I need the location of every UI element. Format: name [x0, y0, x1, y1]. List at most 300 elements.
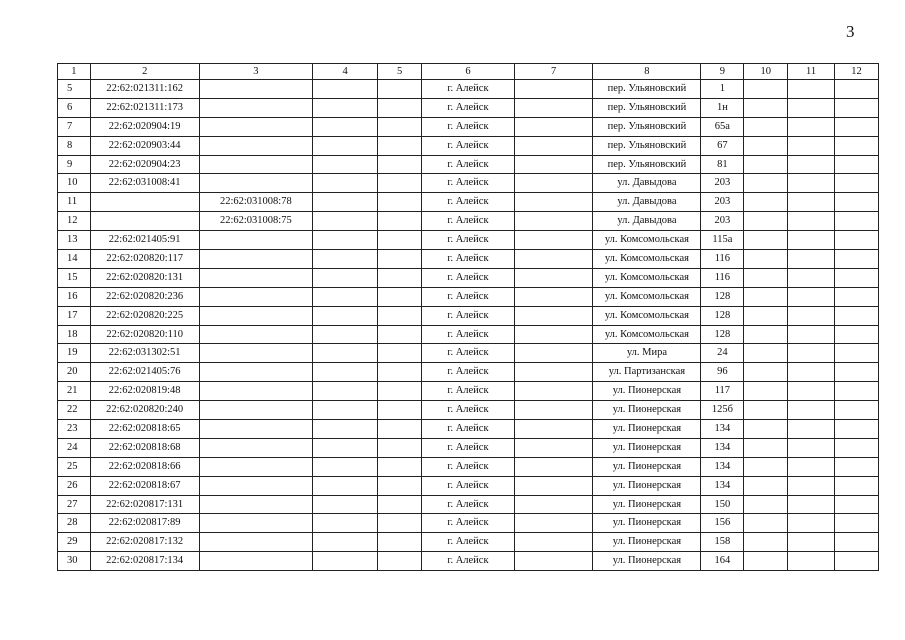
table-cell-col-12: [835, 325, 879, 344]
table-cell-col-2: 22:62:020903:44: [90, 136, 199, 155]
table-cell-col-3: [199, 325, 312, 344]
table-cell-col-12: [835, 420, 879, 439]
table-cell-col-11: [788, 344, 835, 363]
table-cell-col-12: [835, 268, 879, 287]
table-cell-col-11: [788, 136, 835, 155]
table-cell-col-3: [199, 98, 312, 117]
table-cell-col-12: [835, 212, 879, 231]
table-cell-col-8: пер. Ульяновский: [593, 98, 701, 117]
table-cell-col-4: [312, 533, 377, 552]
table-cell-col-10: [744, 401, 788, 420]
table-cell-col-2: 22:62:020818:67: [90, 476, 199, 495]
table-cell-col-6: г. Алейск: [422, 250, 515, 269]
table-cell-col-5: [378, 476, 422, 495]
table-cell-col-11: [788, 420, 835, 439]
table-cell-col-3: [199, 438, 312, 457]
table-cell-col-11: [788, 457, 835, 476]
table-row: [58, 212, 879, 231]
table-cell-col-9: 116: [701, 268, 744, 287]
table-cell-col-6: г. Алейск: [422, 136, 515, 155]
table-cell-col-4: [312, 80, 377, 99]
column-header-7: 7: [514, 64, 593, 80]
table-row: [58, 306, 879, 325]
table-cell-col-6: г. Алейск: [422, 382, 515, 401]
table-cell-col-12: [835, 533, 879, 552]
table-cell-col-3: [199, 136, 312, 155]
table-cell-col-1: 5: [58, 80, 91, 99]
table-cell-col-8: ул. Давыдова: [593, 193, 701, 212]
table-cell-col-4: [312, 155, 377, 174]
table-cell-col-10: [744, 438, 788, 457]
table-cell-col-2: 22:62:021405:91: [90, 231, 199, 250]
table-cell-col-12: [835, 438, 879, 457]
table-cell-col-6: г. Алейск: [422, 457, 515, 476]
table-cell-col-5: [378, 306, 422, 325]
table-cell-col-2: 22:62:020820:240: [90, 401, 199, 420]
table-cell-col-2: 22:62:031008:41: [90, 174, 199, 193]
table-cell-col-9: 128: [701, 325, 744, 344]
table-cell-col-2: 22:62:031302:51: [90, 344, 199, 363]
table-cell-col-10: [744, 495, 788, 514]
table-cell-col-12: [835, 306, 879, 325]
table-cell-col-12: [835, 344, 879, 363]
table-cell-col-3: 22:62:031008:78: [199, 193, 312, 212]
table-cell-col-6: г. Алейск: [422, 287, 515, 306]
table-cell-col-9: 81: [701, 155, 744, 174]
table-body: [58, 64, 879, 571]
table-cell-col-7: [514, 98, 593, 117]
table-cell-col-1: 15: [58, 268, 91, 287]
table-cell-col-10: [744, 287, 788, 306]
table-cell-col-11: [788, 174, 835, 193]
table-cell-col-9: 164: [701, 552, 744, 571]
table-cell-col-3: [199, 155, 312, 174]
table-cell-col-9: 134: [701, 457, 744, 476]
table-cell-col-11: [788, 552, 835, 571]
table-row: [58, 325, 879, 344]
table-cell-col-7: [514, 476, 593, 495]
table-cell-col-1: 16: [58, 287, 91, 306]
table-cell-col-2: 22:62:020904:23: [90, 155, 199, 174]
table-cell-col-10: [744, 363, 788, 382]
table-cell-col-2: 22:62:020820:236: [90, 287, 199, 306]
table-cell-col-6: г. Алейск: [422, 552, 515, 571]
table-cell-col-7: [514, 363, 593, 382]
table-cell-col-9: 203: [701, 212, 744, 231]
table-cell-col-4: [312, 268, 377, 287]
table-cell-col-6: г. Алейск: [422, 174, 515, 193]
table-cell-col-8: ул. Комсомольская: [593, 268, 701, 287]
table-cell-col-7: [514, 533, 593, 552]
table-cell-col-12: [835, 80, 879, 99]
table-cell-col-10: [744, 533, 788, 552]
table-cell-col-1: 27: [58, 495, 91, 514]
table-cell-col-6: г. Алейск: [422, 401, 515, 420]
table-cell-col-10: [744, 457, 788, 476]
column-header-6: 6: [422, 64, 515, 80]
table-cell-col-3: [199, 457, 312, 476]
table-cell-col-12: [835, 117, 879, 136]
table-cell-col-10: [744, 325, 788, 344]
table-cell-col-5: [378, 268, 422, 287]
table-cell-col-11: [788, 287, 835, 306]
table-cell-col-1: 23: [58, 420, 91, 439]
table-cell-col-7: [514, 457, 593, 476]
table-row: [58, 420, 879, 439]
table-cell-col-11: [788, 363, 835, 382]
table-cell-col-2: [90, 193, 199, 212]
table-cell-col-1: 9: [58, 155, 91, 174]
table-row: [58, 98, 879, 117]
table-cell-col-8: ул. Давыдова: [593, 212, 701, 231]
table-cell-col-3: [199, 268, 312, 287]
table-cell-col-9: 156: [701, 514, 744, 533]
table-cell-col-5: [378, 117, 422, 136]
table-cell-col-6: г. Алейск: [422, 80, 515, 99]
table-cell-col-4: [312, 552, 377, 571]
table-cell-col-1: 14: [58, 250, 91, 269]
table-cell-col-9: 125б: [701, 401, 744, 420]
table-cell-col-12: [835, 552, 879, 571]
table-cell-col-5: [378, 552, 422, 571]
table-cell-col-8: ул. Пионерская: [593, 438, 701, 457]
table-cell-col-5: [378, 287, 422, 306]
column-header-12: 12: [835, 64, 879, 80]
table-cell-col-5: [378, 457, 422, 476]
table-cell-col-4: [312, 306, 377, 325]
table-cell-col-6: г. Алейск: [422, 231, 515, 250]
table-cell-col-6: г. Алейск: [422, 117, 515, 136]
table-cell-col-11: [788, 382, 835, 401]
table-cell-col-3: [199, 117, 312, 136]
table-cell-col-9: 1: [701, 80, 744, 99]
table-cell-col-8: ул. Комсомольская: [593, 325, 701, 344]
table-cell-col-12: [835, 514, 879, 533]
column-header-4: 4: [312, 64, 377, 80]
table-row: [58, 136, 879, 155]
table-row: [58, 268, 879, 287]
table-cell-col-5: [378, 420, 422, 439]
table-cell-col-11: [788, 268, 835, 287]
table-cell-col-8: ул. Партизанская: [593, 363, 701, 382]
table-cell-col-1: 28: [58, 514, 91, 533]
table-cell-col-11: [788, 438, 835, 457]
table-cell-col-5: [378, 231, 422, 250]
table-cell-col-3: [199, 476, 312, 495]
table-cell-col-1: 22: [58, 401, 91, 420]
table-row: [58, 382, 879, 401]
table-cell-col-4: [312, 438, 377, 457]
table-cell-col-11: [788, 117, 835, 136]
table-cell-col-4: [312, 363, 377, 382]
table-cell-col-7: [514, 231, 593, 250]
table-row: [58, 155, 879, 174]
table-cell-col-4: [312, 420, 377, 439]
table-cell-col-6: г. Алейск: [422, 363, 515, 382]
table-header-row: [58, 64, 879, 80]
table-cell-col-1: 13: [58, 231, 91, 250]
table-cell-col-10: [744, 98, 788, 117]
table-cell-col-3: [199, 514, 312, 533]
column-header-3: 3: [199, 64, 312, 80]
table-cell-col-8: ул. Комсомольская: [593, 231, 701, 250]
table-cell-col-10: [744, 514, 788, 533]
table-cell-col-8: ул. Пионерская: [593, 476, 701, 495]
table-cell-col-10: [744, 476, 788, 495]
table-cell-col-5: [378, 438, 422, 457]
table-cell-col-11: [788, 533, 835, 552]
table-cell-col-12: [835, 476, 879, 495]
table-cell-col-3: 22:62:031008:75: [199, 212, 312, 231]
table-cell-col-2: [90, 212, 199, 231]
table-cell-col-4: [312, 212, 377, 231]
table-cell-col-4: [312, 287, 377, 306]
table-cell-col-11: [788, 325, 835, 344]
table-cell-col-8: ул. Пионерская: [593, 552, 701, 571]
table-cell-col-4: [312, 98, 377, 117]
table-row: [58, 514, 879, 533]
table-cell-col-12: [835, 287, 879, 306]
table-cell-col-2: 22:62:020818:68: [90, 438, 199, 457]
column-header-11: 11: [788, 64, 835, 80]
table-cell-col-11: [788, 98, 835, 117]
table-cell-col-6: г. Алейск: [422, 193, 515, 212]
table-cell-col-8: ул. Пионерская: [593, 514, 701, 533]
table-cell-col-1: 6: [58, 98, 91, 117]
table-cell-col-10: [744, 117, 788, 136]
table-cell-col-6: г. Алейск: [422, 155, 515, 174]
table-cell-col-9: 116: [701, 250, 744, 269]
table-cell-col-12: [835, 193, 879, 212]
table-cell-col-9: 1н: [701, 98, 744, 117]
table-cell-col-6: г. Алейск: [422, 495, 515, 514]
table-cell-col-7: [514, 420, 593, 439]
table-cell-col-7: [514, 401, 593, 420]
table-cell-col-2: 22:62:020817:131: [90, 495, 199, 514]
table-cell-col-6: г. Алейск: [422, 268, 515, 287]
table-cell-col-1: 29: [58, 533, 91, 552]
table-cell-col-12: [835, 401, 879, 420]
table-cell-col-3: [199, 495, 312, 514]
table-cell-col-7: [514, 287, 593, 306]
table-cell-col-7: [514, 250, 593, 269]
table-row: [58, 174, 879, 193]
table-row: [58, 401, 879, 420]
column-header-1: 1: [58, 64, 91, 80]
table-cell-col-3: [199, 250, 312, 269]
column-header-5: 5: [378, 64, 422, 80]
table-cell-col-8: пер. Ульяновский: [593, 80, 701, 99]
table-cell-col-1: 11: [58, 193, 91, 212]
table-cell-col-2: 22:62:020820:117: [90, 250, 199, 269]
table-cell-col-1: 30: [58, 552, 91, 571]
table-cell-col-4: [312, 174, 377, 193]
table-cell-col-3: [199, 363, 312, 382]
table-cell-col-11: [788, 514, 835, 533]
table-row: [58, 80, 879, 99]
table-cell-col-10: [744, 231, 788, 250]
table-cell-col-5: [378, 325, 422, 344]
table-cell-col-5: [378, 533, 422, 552]
table-cell-col-9: 128: [701, 287, 744, 306]
table-cell-col-2: 22:62:020820:225: [90, 306, 199, 325]
table-row: [58, 457, 879, 476]
table-cell-col-8: ул. Пионерская: [593, 533, 701, 552]
table-cell-col-7: [514, 155, 593, 174]
table-cell-col-4: [312, 193, 377, 212]
table-cell-col-8: ул. Пионерская: [593, 401, 701, 420]
table-cell-col-7: [514, 80, 593, 99]
table-cell-col-2: 22:62:020818:66: [90, 457, 199, 476]
table-cell-col-9: 134: [701, 420, 744, 439]
table-cell-col-7: [514, 306, 593, 325]
table-cell-col-5: [378, 136, 422, 155]
table-row: [58, 250, 879, 269]
table-cell-col-3: [199, 420, 312, 439]
table-cell-col-4: [312, 117, 377, 136]
table-row: [58, 344, 879, 363]
table-row: [58, 231, 879, 250]
table-cell-col-9: 115а: [701, 231, 744, 250]
table-cell-col-10: [744, 268, 788, 287]
table-cell-col-8: пер. Ульяновский: [593, 155, 701, 174]
table-cell-col-1: 8: [58, 136, 91, 155]
table-cell-col-10: [744, 306, 788, 325]
table-cell-col-5: [378, 514, 422, 533]
table-cell-col-9: 134: [701, 476, 744, 495]
table-cell-col-5: [378, 155, 422, 174]
table-cell-col-5: [378, 193, 422, 212]
table-cell-col-9: 203: [701, 174, 744, 193]
table-cell-col-9: 128: [701, 306, 744, 325]
table-cell-col-12: [835, 231, 879, 250]
table-cell-col-1: 10: [58, 174, 91, 193]
table-cell-col-4: [312, 136, 377, 155]
table-cell-col-9: 117: [701, 382, 744, 401]
document-table-container: [57, 63, 879, 571]
table-cell-col-10: [744, 174, 788, 193]
table-cell-col-2: 22:62:021311:173: [90, 98, 199, 117]
table-cell-col-9: 158: [701, 533, 744, 552]
table-row: [58, 287, 879, 306]
table-cell-col-5: [378, 363, 422, 382]
table-cell-col-5: [378, 250, 422, 269]
table-cell-col-8: ул. Комсомольская: [593, 287, 701, 306]
table-cell-col-8: ул. Мира: [593, 344, 701, 363]
table-cell-col-3: [199, 306, 312, 325]
table-cell-col-6: г. Алейск: [422, 514, 515, 533]
table-cell-col-12: [835, 382, 879, 401]
page-number: 3: [846, 22, 855, 41]
table-cell-col-7: [514, 344, 593, 363]
table-cell-col-3: [199, 382, 312, 401]
table-cell-col-4: [312, 401, 377, 420]
table-cell-col-8: ул. Давыдова: [593, 174, 701, 193]
table-cell-col-7: [514, 325, 593, 344]
table-cell-col-11: [788, 193, 835, 212]
table-cell-col-2: 22:62:021311:162: [90, 80, 199, 99]
table-cell-col-9: 67: [701, 136, 744, 155]
table-cell-col-2: 22:62:020817:89: [90, 514, 199, 533]
table-row: [58, 438, 879, 457]
column-header-9: 9: [701, 64, 744, 80]
table-cell-col-4: [312, 231, 377, 250]
table-cell-col-10: [744, 250, 788, 269]
table-row: [58, 363, 879, 382]
table-cell-col-12: [835, 250, 879, 269]
table-cell-col-1: 18: [58, 325, 91, 344]
table-cell-col-10: [744, 344, 788, 363]
table-cell-col-11: [788, 212, 835, 231]
table-cell-col-1: 20: [58, 363, 91, 382]
table-row: [58, 495, 879, 514]
table-cell-col-6: г. Алейск: [422, 325, 515, 344]
table-cell-col-8: ул. Пионерская: [593, 495, 701, 514]
table-cell-col-9: 150: [701, 495, 744, 514]
table-cell-col-2: 22:62:020818:65: [90, 420, 199, 439]
table-cell-col-3: [199, 287, 312, 306]
table-cell-col-3: [199, 552, 312, 571]
table-cell-col-3: [199, 174, 312, 193]
table-cell-col-7: [514, 212, 593, 231]
table-cell-col-9: 203: [701, 193, 744, 212]
table-cell-col-10: [744, 420, 788, 439]
table-cell-col-4: [312, 344, 377, 363]
table-cell-col-9: 65а: [701, 117, 744, 136]
table-cell-col-8: ул. Пионерская: [593, 382, 701, 401]
table-cell-col-4: [312, 514, 377, 533]
table-cell-col-2: 22:62:020817:132: [90, 533, 199, 552]
table-cell-col-9: 96: [701, 363, 744, 382]
table-cell-col-10: [744, 136, 788, 155]
table-cell-col-1: 24: [58, 438, 91, 457]
table-cell-col-12: [835, 174, 879, 193]
table-cell-col-6: г. Алейск: [422, 476, 515, 495]
table-cell-col-12: [835, 363, 879, 382]
table-cell-col-9: 24: [701, 344, 744, 363]
table-cell-col-11: [788, 250, 835, 269]
table-cell-col-2: 22:62:021405:76: [90, 363, 199, 382]
table-cell-col-2: 22:62:020819:48: [90, 382, 199, 401]
table-cell-col-12: [835, 136, 879, 155]
table-cell-col-3: [199, 231, 312, 250]
table-cell-col-6: г. Алейск: [422, 306, 515, 325]
table-cell-col-5: [378, 401, 422, 420]
table-cell-col-10: [744, 80, 788, 99]
table-cell-col-12: [835, 98, 879, 117]
table-cell-col-8: пер. Ульяновский: [593, 117, 701, 136]
table-cell-col-7: [514, 514, 593, 533]
table-cell-col-10: [744, 552, 788, 571]
table-row: [58, 476, 879, 495]
table-cell-col-1: 26: [58, 476, 91, 495]
table-cell-col-10: [744, 193, 788, 212]
table-cell-col-11: [788, 155, 835, 174]
table-cell-col-7: [514, 438, 593, 457]
table-cell-col-5: [378, 80, 422, 99]
column-header-8: 8: [593, 64, 701, 80]
table-cell-col-9: 134: [701, 438, 744, 457]
column-header-10: 10: [744, 64, 788, 80]
table-cell-col-6: г. Алейск: [422, 533, 515, 552]
table-cell-col-6: г. Алейск: [422, 344, 515, 363]
table-cell-col-1: 17: [58, 306, 91, 325]
table-cell-col-3: [199, 80, 312, 99]
table-cell-col-7: [514, 268, 593, 287]
table-cell-col-4: [312, 325, 377, 344]
table-cell-col-1: 19: [58, 344, 91, 363]
table-cell-col-5: [378, 174, 422, 193]
